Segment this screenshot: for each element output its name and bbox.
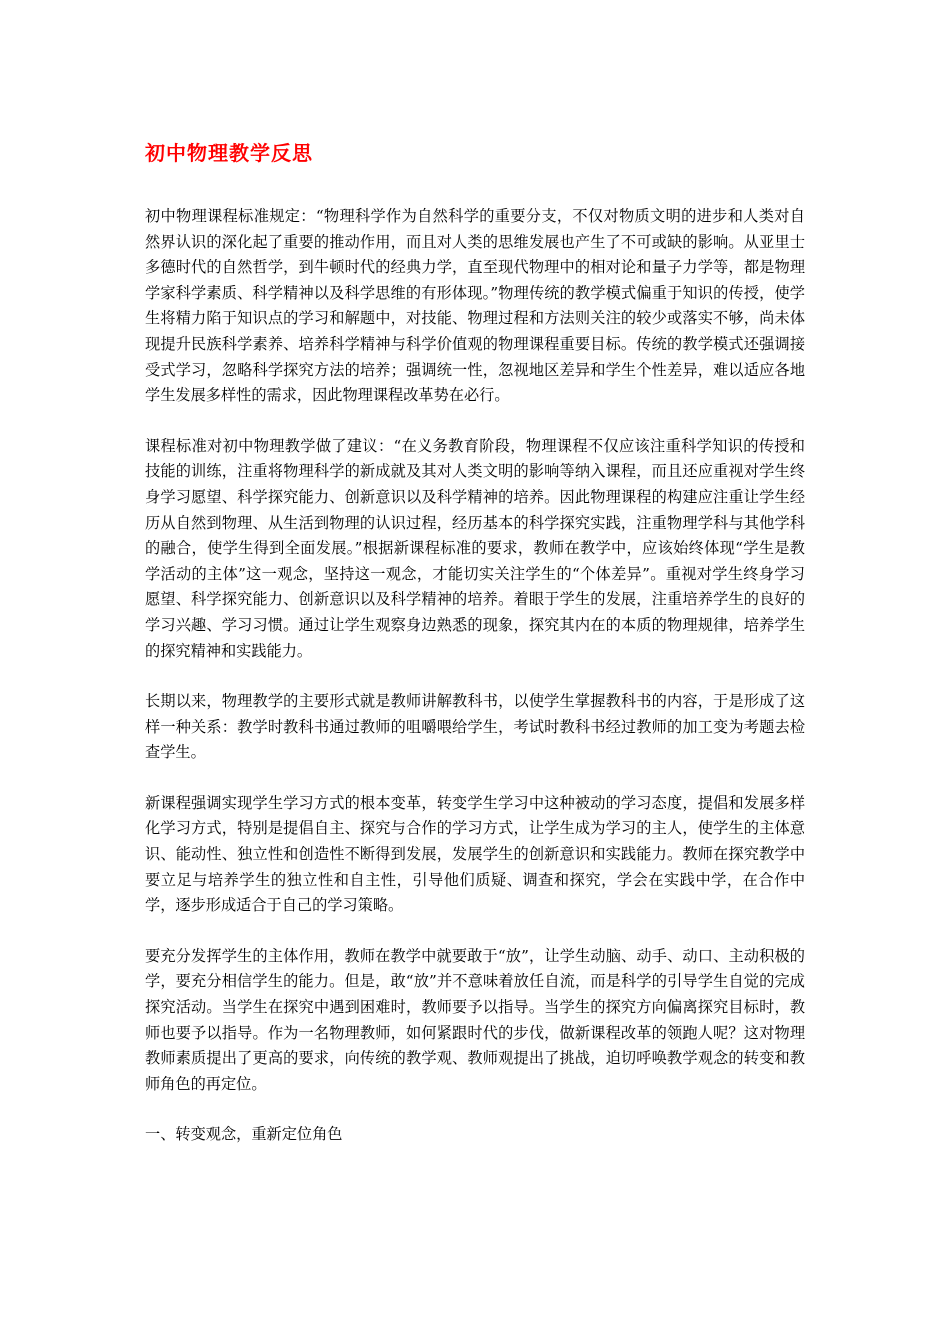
- paragraph-learning-reform: 新课程强调实现学生学习方式的根本变革，转变学生学习中这种被动的学习态度，提倡和发展多样化学习方式，特别是提倡自主、探究与合作的学习方式，让学生成为学习的主人，使学生的主体意识、能动性、独立性和创造性不断得到发展，发展学生的创新意识和实践能力。教师在探究教学中要立足与培养学生的独立性和自主性，引导他们质疑、调查和探究，学会在实践中学，在合作中学，逐步形成适合于自己的学习策略。: [145, 793, 805, 915]
- paragraph-teaching-suggestion: 课程标准对初中物理教学做了建议：“在义务教育阶段，物理课程不仅应该注重科学知识的传授和技能的训练，注重将物理科学的新成就及其对人类文明的影响等纳入课程，而且还应重视对学生终身学习愿望、科学探究能力、创新意识以及科学精神的培养。因此物理课程的构建应注重让学生经历从自然到物理、从生活到物理的认识过程，经历基本的科学探究实践，注重物理学科与其他学科的融合，使学生得到全面发展。”根据新课程标准的要求，教师在教学中，应该始终体现“学生是教学活动的主体”这一观念，坚持这一观念，才能切实关注学生的“个体差异”。重视对学生终身学习愿望、科学探究能力、创新意识以及科学精神的培养。着眼于学生的发展，注重培养学生的良好的学习兴趣、学习习惯。通过让学生观察身边熟悉的现象，探究其内在的本质的物理规律，培养学生的探究精神和实践能力。: [145, 436, 805, 660]
- paragraph-traditional-teaching: 长期以来，物理教学的主要形式就是教师讲解教科书，以使学生掌握教科书的内容，于是形成了这样一种关系：教学时教科书通过教师的咀嚼喂给学生，考试时教科书经过教师的加工变为考题去检查学生。: [145, 692, 805, 762]
- paragraph-student-subject: 要充分发挥学生的主体作用，教师在教学中就要敢于“放”，让学生动脑、动手、动口、主动积极的学，要充分相信学生的能力。但是，敢“放”并不意味着放任自流，而是科学的引导学生自觉的完成探究活动。当学生在探究中遇到困难时，教师要予以指导。当学生的探究方向偏离探究目标时，教师也要予以指导。作为一名物理教师，如何紧跟时代的步伐，做新课程改革的领跑人呢？这对物理教师素质提出了更高的要求，向传统的教学观、教师观提出了挑战，迫切呼唤教学观念的转变和教师角色的再定位。: [145, 946, 805, 1093]
- document-page: [145, 130, 805, 1148]
- section-heading: 一、转变观念，重新定位角色: [145, 1125, 343, 1144]
- paragraph-curriculum-standard: 初中物理课程标准规定：“物理科学作为自然科学的重要分支，不仅对物质文明的进步和人类对自然界认识的深化起了重要的推动作用，而且对人类的思维发展也产生了不可或缺的影响。从亚里士多德时代的自然哲学，到牛顿时代的经典力学，直至现代物理中的相对论和量子力学等，都是物理学家科学素质、科学精神以及科学思维的有形体现。”物理传统的教学模式偏重于知识的传授，使学生将精力陷于知识点的学习和解题中，对技能、物理过程和方法则关注的较少或落实不够，尚未体现提升民族科学素养、培养科学精神与科学价值观的物理课程重要目标。传统的教学模式还强调接受式学习，忽略科学探究方法的培养；强调统一性，忽视地区差异和学生个性差异，难以适应各地学生发展多样性的需求，因此物理课程改革势在必行。: [145, 207, 805, 405]
- document-title: 初中物理教学反思: [145, 141, 313, 165]
